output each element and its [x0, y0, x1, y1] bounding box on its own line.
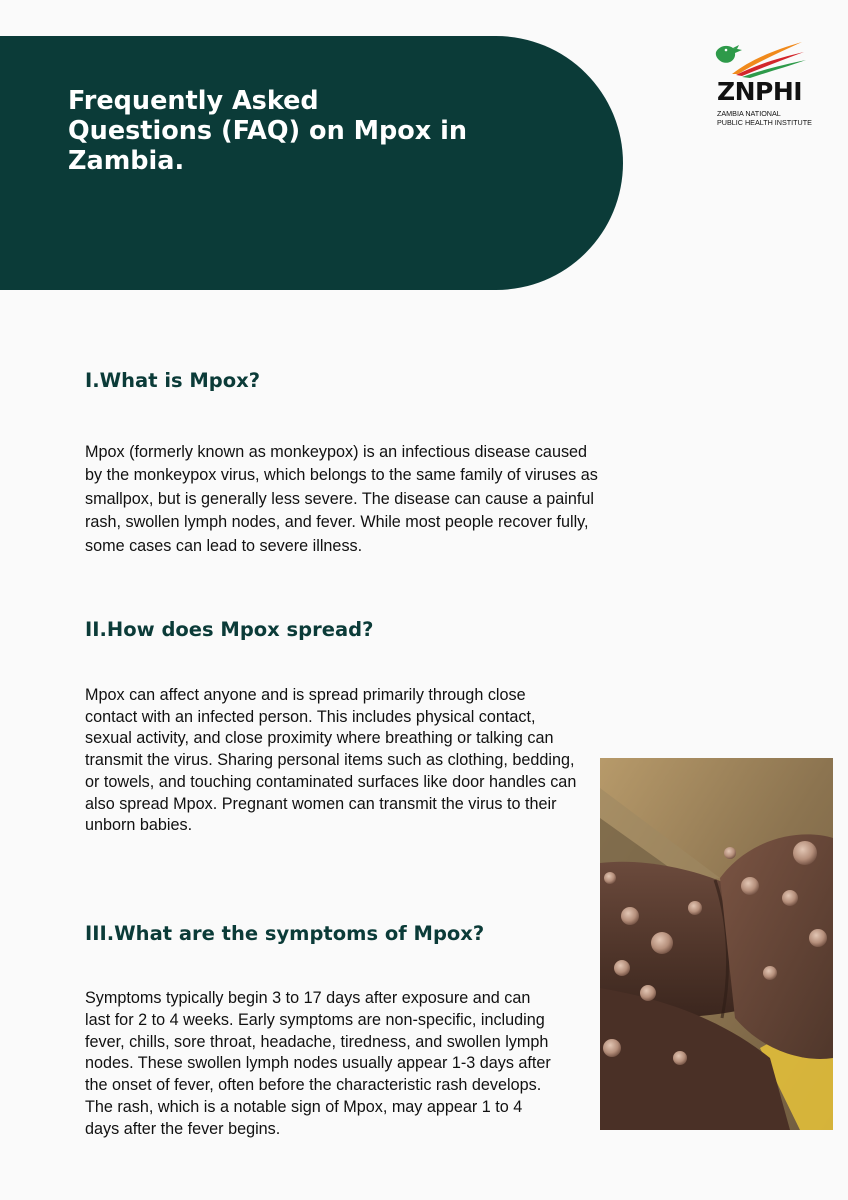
logo-subtitle — [717, 109, 813, 127]
section-2-body: Mpox can affect anyone and is spread primarily through close contact with an infected person. This includes physical contact, sexual activity, and close proximity where breathing or talking can transmit the virus. Sharing personal items such as clothing, bedding, or towels, and touching contaminated surfaces like door handles can also spread Mpox. Pregnant women can transmit the virus to their unborn babies. — [85, 686, 577, 835]
section-1-body: Mpox (formerly known as monkeypox) is an infectious disease caused by the monkeypox virus, which belongs to the same family of viruses as smallpox, but is generally less severe. The disease can cause a painful rash, swollen lymph nodes, and fever. While most people recover fully, some cases can lead to severe illness. — [85, 443, 598, 555]
logo-subtitle-line2: PUBLIC HEALTH INSTITUTE — [717, 118, 812, 127]
section-3-body: Symptoms typically begin 3 to 17 days after exposure and can last for 2 to 4 weeks. Early symptoms are non-specific, including fever, chills, sore throat, headache, tiredness, and swollen lymph nodes. These swollen lymph nodes usually appear 1-3 days after the onset of fever, often before the characteristic rash develops. The rash, which is a notable sign of Mpox, may appear 1 to 4 days after the fever begins. — [85, 989, 551, 1138]
logo-subtitle-line1: ZAMBIA NATIONAL — [717, 109, 781, 118]
znphi-logo — [712, 38, 812, 132]
section-3-heading: III.What are the symptoms of Mpox? — [85, 922, 485, 945]
rash-photo-illustration — [600, 758, 833, 1130]
page-title: Frequently Asked Questions (FAQ) on Mpox in Zambia. — [68, 86, 467, 176]
logo-wordmark: ZNPHI — [717, 77, 803, 106]
bird-logo-icon — [712, 38, 808, 78]
mpox-rash-photo — [600, 758, 833, 1130]
section-2-heading: II.How does Mpox spread? — [85, 618, 374, 641]
section-1-heading: I.What is Mpox? — [85, 369, 261, 392]
